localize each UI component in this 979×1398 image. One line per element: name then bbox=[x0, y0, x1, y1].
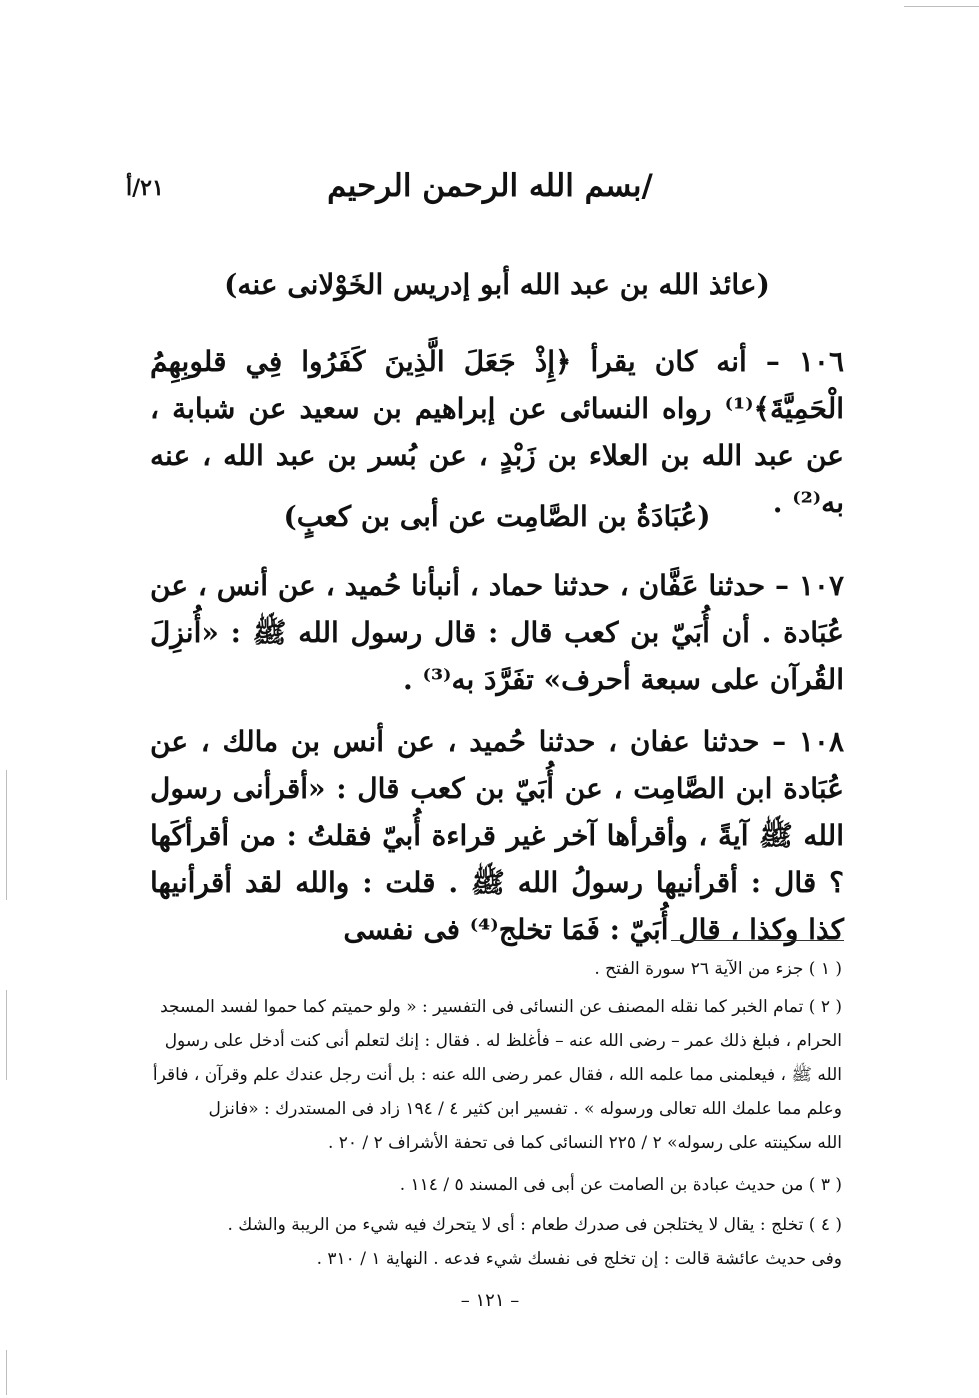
hadith-108 bbox=[150, 718, 844, 953]
footnote-2 bbox=[150, 990, 842, 1160]
hadith-paragraph: ١٠٦ – أنه كان يقرأ ﴿إِذْ جَعَلَ الَّذِينَ كَفَرُوا فِي قلوبِهِمُ الْحَمِيَّةَ﴾⁽¹⁾ رواه النسائى عن إبراهيم بن سعيد عن شبابة ، عن عبد الله بن العلاء بن زَبْدٍ ، عن بُسر بن عبد الله ، عنه به⁽²⁾ . bbox=[150, 345, 844, 519]
narrator-heading: (عُبَادَةُ بن الصَّامِت عن أبى بن كعبٍ) bbox=[283, 500, 711, 533]
folio-number: ٢١/أ bbox=[126, 175, 164, 201]
hadith-106 bbox=[150, 338, 844, 526]
footnote-line: ( ٢ ) تمام الخبر كما نقله المصنف عن النسائى فى التفسير : « ولو حميتم كما حموا لفسد المسجد bbox=[160, 997, 842, 1017]
footnote-line: وفى حديث عائشة قالت : إن تخلج فى نفسك شيء فدعه . النهاية ١ / ٣١٠ . bbox=[316, 1249, 842, 1269]
basmala-heading: /بسم الله الرحمن الرحيم bbox=[327, 168, 653, 204]
binding-margin-mark bbox=[6, 990, 7, 1080]
footnote-line: الحرام ، فبلغ ذلك عمر – رضى الله عنه – فأغلظ له . فقال : إنك لتعلم أنى كنت أدخل على رسول bbox=[164, 1031, 842, 1051]
footnote-line: ( ١ ) جزء من الآية ٢٦ سورة الفتح . bbox=[594, 959, 842, 979]
section-heading-2 bbox=[150, 500, 844, 533]
footnote-4 bbox=[150, 1208, 842, 1276]
footnote-1 bbox=[150, 952, 842, 986]
section-heading-1 bbox=[150, 268, 844, 301]
hadith-107 bbox=[150, 562, 844, 703]
footnote-line: ( ٤ ) تخلج : يقال لا يختلجن فى صدرك طعام : أى لا يتحرك فيه شيء من الريبة والشك . bbox=[227, 1215, 842, 1235]
binding-margin-mark bbox=[6, 770, 7, 900]
footnote-line: الله ﷺ ، فيعلمنى مما علمه الله ، فقال عمر رضى الله عنه : بل أنت رجل عندك علم وقرآن ، فاقرأ bbox=[152, 1065, 842, 1085]
footnote-line: وعلم مما علمك الله تعالى ورسوله » . تفسير ابن كثير ٤ / ١٩٤ زاد فى المستدرك : «فانزل bbox=[208, 1099, 842, 1119]
top-edge-line bbox=[904, 6, 979, 7]
footnote-3 bbox=[150, 1168, 842, 1202]
page-number: – ١٢١ – bbox=[460, 1290, 520, 1311]
hadith-paragraph: ١٠٧ – حدثنا عَفَّان ، حدثنا حماد ، أنبأنا حُميد ، عن أنس ، عن عُبَادة . أن أُبَيّ بن كعب قال : قال رسول الله ﷺ : «أُنزِلَ القُرآن على سبعة أحرف» تفَرَّدَ به⁽³⁾ . bbox=[150, 569, 844, 696]
hadith-paragraph: ١٠٨ – حدثنا عفان ، حدثنا حُميد ، عن أنس بن مالك ، عن عُبَادة ابن الصَّامِت ، عن أُبَيّ بن كعب قال : «أقرأنى رسول الله ﷺ آيةً ، وأقرأها آخر غير قراءة أُبيّ فقلتُ : من أقرأكَها ؟ قال : أقرأنيها رسولُ الله ﷺ . قلت : والله لقد أقرأنيها كذا وكذا ، قال أُبَيّ : فَمَا تخلج⁽⁴⁾ فى نفسى bbox=[150, 725, 844, 946]
footnote-separator bbox=[671, 940, 844, 941]
narrator-heading: (عائذ الله بن عبد الله أبو إدريس الخَوْلانى عنه) bbox=[224, 268, 770, 301]
footnote-line: ( ٣ ) من حديث عبادة بن الصامت عن أبى فى المسند ٥ / ١١٤ . bbox=[399, 1175, 842, 1195]
binding-margin-mark bbox=[6, 1350, 7, 1395]
footnote-line: الله سكينته على رسوله» ٢ / ٢٢٥ النسائى كما فى تحفة الأشراف ٢ / ٢٠ . bbox=[327, 1133, 842, 1153]
